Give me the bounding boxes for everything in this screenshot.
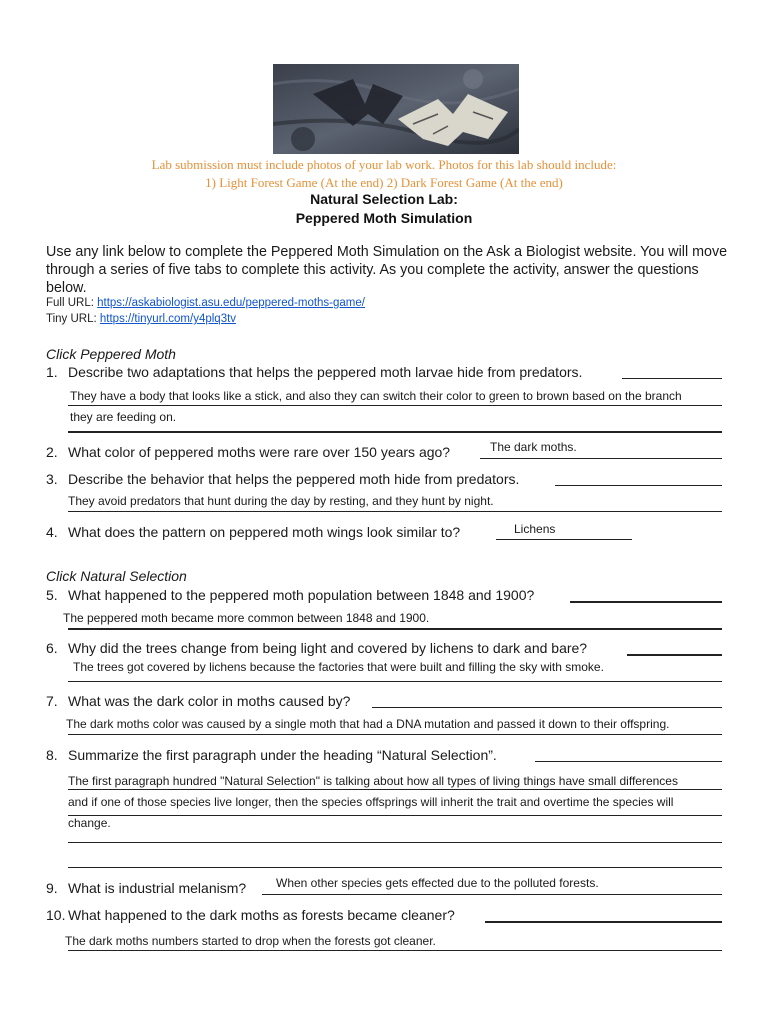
answer-text: When other species gets effected due to the polluted forests. [276, 876, 599, 890]
tiny-url-label: Tiny URL: [46, 313, 100, 325]
photo-instructions: Lab submission must include photos of your lab work. Photos for this lab should include: [151, 157, 617, 172]
answer-text: The trees got covered by lichens because the factories that were built and filling the sky with smoke. [73, 660, 604, 674]
answer-line [68, 815, 722, 816]
question-number: 2. [46, 444, 58, 460]
answer-line [68, 431, 722, 433]
answer-blank [535, 761, 722, 762]
answer-text: and if one of those species live longer, then the species offsprings will inherit the trait and overtime the species will [68, 795, 674, 809]
answer-text: The first paragraph hundred "Natural Selection" is talking about how all types of living things have small differences [68, 774, 678, 788]
answer-line [68, 867, 722, 868]
question-number: 6. [46, 640, 58, 656]
question-number: 4. [46, 524, 58, 540]
answer-blank [627, 654, 722, 656]
answer-text: They have a body that looks like a stick, and also they can switch their color to green to brown based on the branch [70, 389, 682, 403]
question-text: Describe the behavior that helps the peppered moth hide from predators. [68, 471, 520, 487]
question-number: 1. [46, 364, 58, 380]
lab-subtitle: Peppered Moth Simulation [295, 210, 473, 226]
tiny-url-link[interactable]: https://tinyurl.com/y4plq3tv [99, 313, 237, 325]
answer-text: The peppered moth became more common between 1848 and 1900. [63, 611, 430, 625]
question-text: What is industrial melanism? [68, 880, 247, 896]
answer-blank [622, 378, 722, 379]
answer-line [496, 539, 632, 540]
answer-text: Lichens [514, 522, 556, 536]
question-text: What does the pattern on peppered moth wings look similar to? [68, 524, 461, 540]
answer-text: they are feeding on. [70, 410, 177, 424]
answer-text: The dark moths color was caused by a single moth that had a DNA mutation and passed it down to their offspring. [66, 717, 670, 731]
answer-text: The dark moths numbers started to drop when the forests got cleaner. [65, 934, 436, 948]
question-text: What was the dark color in moths caused by? [68, 693, 351, 709]
question-text: What color of peppered moths were rare over 150 years ago? [68, 444, 451, 460]
question-text: What happened to the dark moths as forests became cleaner? [68, 907, 455, 923]
answer-blank [570, 601, 722, 603]
answer-line [68, 950, 722, 951]
answer-text: change. [68, 816, 111, 830]
lab-title: Natural Selection Lab: [310, 191, 458, 207]
full-url-label: Full URL: [46, 297, 98, 309]
answer-text: The dark moths. [490, 440, 577, 454]
answer-line [68, 789, 722, 790]
question-number: 7. [46, 693, 58, 709]
answer-line [68, 511, 722, 512]
answer-line [68, 405, 722, 406]
answer-blank [555, 485, 722, 486]
answer-line [68, 734, 722, 735]
question-text: Why did the trees change from being light and covered by lichens to dark and bare? [68, 640, 588, 656]
answer-blank [485, 921, 722, 923]
photo-list: 1) Light Forest Game (At the end) 2) Dark Forest Game (At the end) [205, 175, 563, 190]
section-heading-natural-selection: Click Natural Selection [46, 568, 187, 584]
question-text: Describe two adaptations that helps the peppered moth larvae hide from predators. [68, 364, 583, 380]
answer-line [68, 628, 722, 630]
full-url-line [46, 297, 365, 309]
answer-line [68, 681, 722, 682]
intro-paragraph: Use any link below to complete the Peppered Moth Simulation on the Ask a Biologist website. You will move through a series of five tabs to complete this activity. As you complete the activity, answer the questions below. [46, 244, 728, 296]
question-text: Summarize the first paragraph under the heading “Natural Selection”. [68, 747, 497, 763]
question-number: 9. [46, 880, 58, 896]
tiny-url-line [46, 313, 236, 325]
answer-blank [372, 707, 722, 708]
question-number: 5. [46, 587, 58, 603]
answer-line [480, 458, 722, 459]
full-url-link[interactable]: https://askabiologist.asu.edu/peppered-moths-game/ [97, 297, 365, 309]
peppered-moth-photo [273, 64, 519, 154]
answer-line [68, 842, 722, 843]
answer-line [262, 894, 722, 895]
question-text: What happened to the peppered moth population between 1848 and 1900? [68, 587, 535, 603]
question-number: 3. [46, 471, 58, 487]
section-heading-peppered-moth: Click Peppered Moth [46, 346, 176, 362]
answer-text: They avoid predators that hunt during the day by resting, and they hunt by night. [68, 494, 494, 508]
question-number: 8. [46, 747, 58, 763]
question-number: 10. [46, 907, 66, 923]
